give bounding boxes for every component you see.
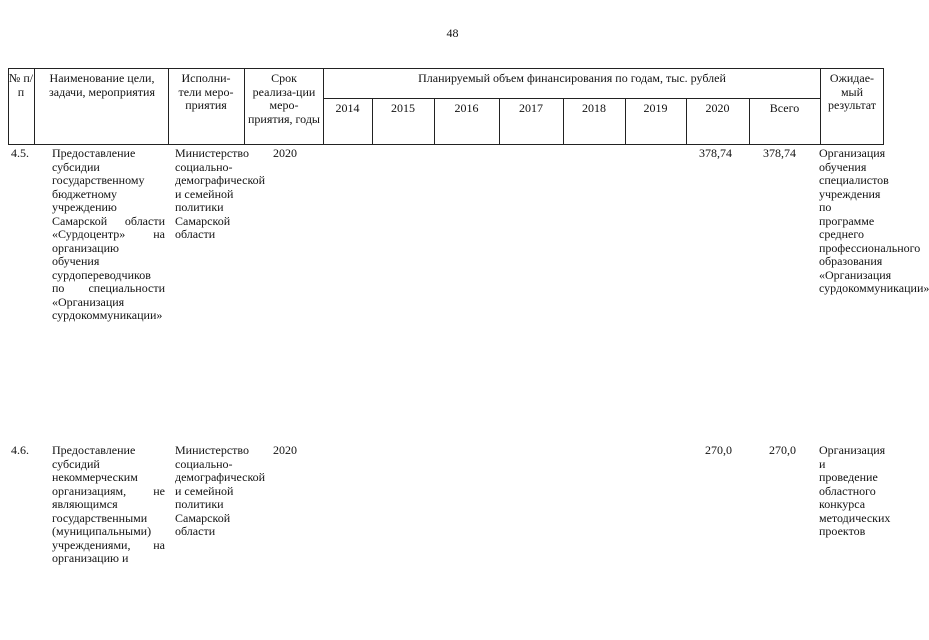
header-year: 2014 bbox=[335, 101, 360, 115]
row-name: Предоставление субсидий некоммерческим организациям, не являющимся государственными (муниципальными) учреждениями, на организацию и bbox=[52, 443, 165, 565]
header-year: 2017 bbox=[519, 101, 543, 115]
row-executor: Министерство социально-демографической и семейной политики Самарской области bbox=[175, 443, 266, 538]
page-number: 48 bbox=[446, 26, 459, 40]
row-executor: Министерство социально-демографической и семейной политики Самарской области bbox=[175, 146, 266, 241]
header-year: 2018 bbox=[582, 101, 606, 115]
header-funding: Планируемый объем финансирования по годам, тыс. рублей bbox=[418, 71, 726, 85]
header-result: Ожидае-мый результат bbox=[827, 71, 877, 112]
row-num: 4.5. bbox=[11, 146, 29, 160]
header-year: 2020 bbox=[705, 101, 730, 115]
row-term: 2020 bbox=[273, 146, 297, 160]
header-year: 2019 bbox=[643, 101, 668, 115]
row-total-value: 270,0 bbox=[769, 443, 796, 457]
header-year: 2015 bbox=[391, 101, 415, 115]
row-name: Предоставление субсидии государственному бюджетному учреждению Самарской области «Сурдоцентр» на организацию обучения сурдопереводчиков по специальности «Организация сурдокоммуникации» bbox=[52, 146, 165, 322]
row-result: Организация и проведение областного конкурса методических проектов bbox=[819, 443, 891, 538]
header-term: Срок реализа-ции меро-приятия, годы bbox=[248, 71, 320, 126]
header-executors: Исполни-тели меро-приятия bbox=[178, 71, 234, 112]
header-total: Всего bbox=[769, 101, 800, 115]
row-term: 2020 bbox=[273, 443, 297, 457]
row-num: 4.6. bbox=[11, 443, 29, 457]
row-result: Организация обучения специалистов учреждения по программе среднего профессионального образования «Организация сурдокоммуникации» bbox=[819, 146, 929, 295]
row-2020-value: 378,74 bbox=[699, 146, 732, 160]
header-name: Наименование цели, задачи, мероприятия bbox=[49, 71, 155, 99]
row-total-value: 378,74 bbox=[763, 146, 796, 160]
row-2020-value: 270,0 bbox=[705, 443, 732, 457]
header-num: № п/п bbox=[8, 71, 34, 99]
header-year: 2016 bbox=[454, 101, 479, 115]
